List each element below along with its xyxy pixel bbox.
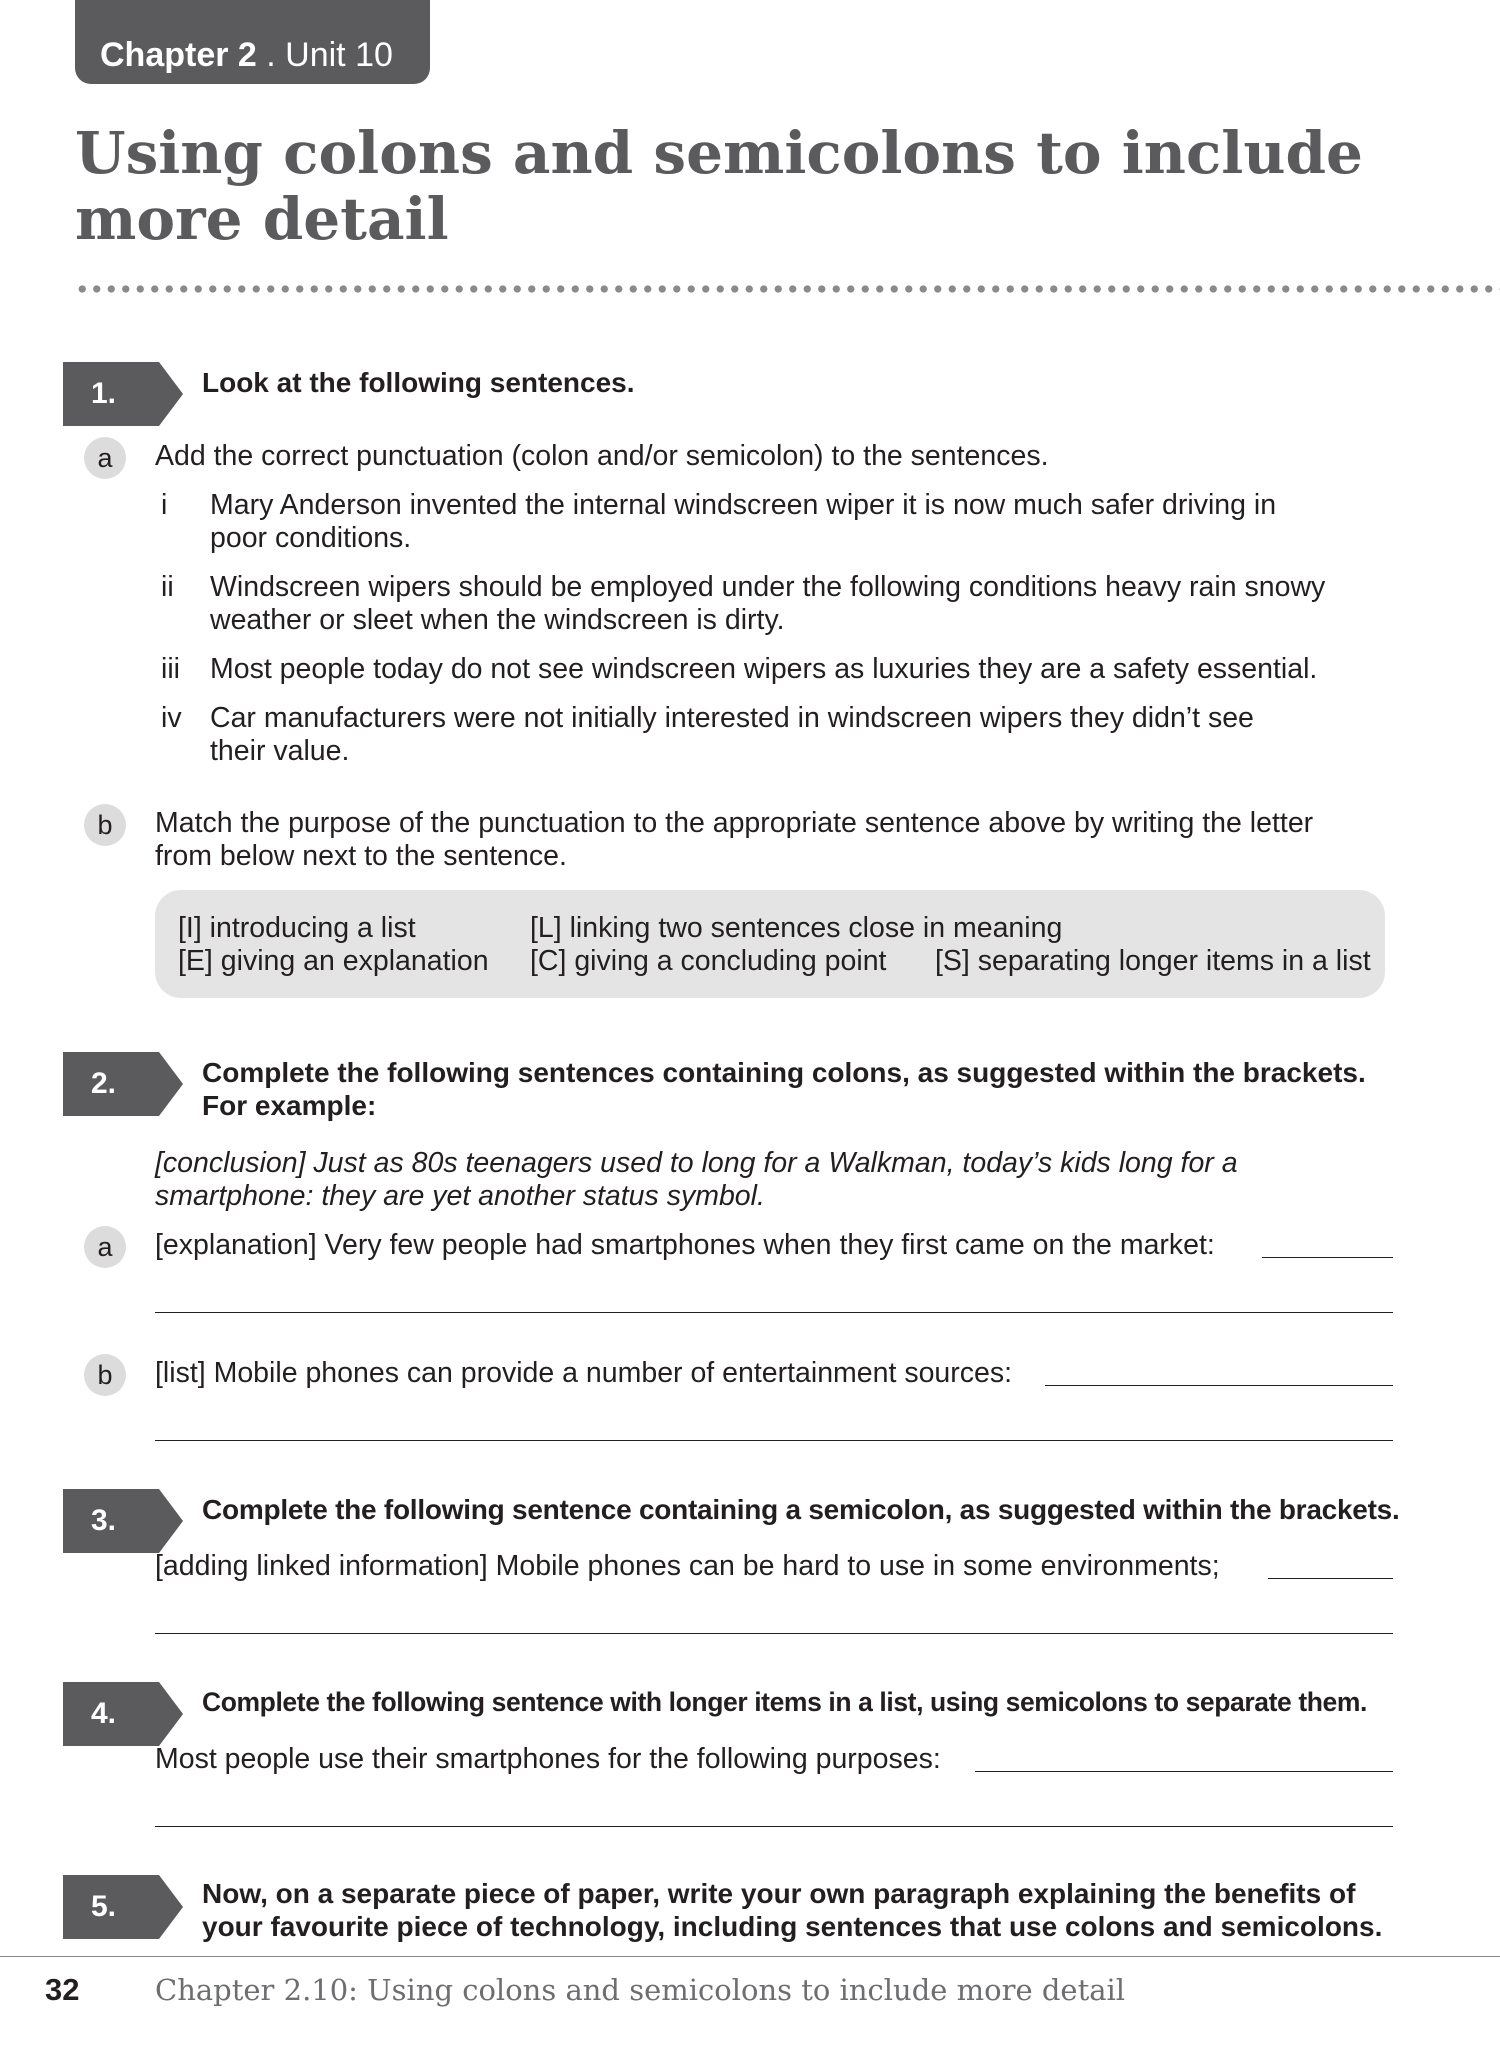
sentence-iv	[210, 702, 1254, 768]
question-1-number: 1.	[91, 377, 117, 410]
chapter-label: Chapter 2	[100, 36, 257, 74]
question-2-badge	[63, 1052, 183, 1116]
footer-title: Chapter 2.10: Using colons and semicolons to include more detail	[155, 1973, 1126, 2007]
question-4-badge	[63, 1682, 183, 1746]
part-2a-text: [explanation] Very few people had smartphones when they first came on the market:	[155, 1229, 1215, 1261]
sentence-i-numeral: i	[161, 489, 168, 521]
badge-arrow-icon	[63, 1682, 183, 1746]
dotted-divider	[75, 284, 1500, 294]
question-1-instruction: Look at the following sentences.	[202, 367, 635, 398]
question-5-badge	[63, 1875, 183, 1939]
key-linking: [L] linking two sentences close in meaning	[530, 912, 1063, 944]
part-1b-line2: from below next to the sentence.	[155, 840, 567, 872]
page-number: 32	[45, 1972, 80, 2007]
question-4-instruction: Complete the following sentence with longer items in a list, using semicolons to separate them.	[202, 1687, 1368, 1717]
sentence-i	[210, 489, 1276, 555]
part-1a-text: Add the correct punctuation (colon and/or semicolon) to the sentences.	[155, 440, 1049, 472]
part-1b-line1: Match the purpose of the punctuation to the appropriate sentence above by writing the letter	[155, 807, 1314, 839]
sentence-ii-line2: weather or sleet when the windscreen is dirty.	[210, 604, 785, 636]
example-line2: smartphone: they are yet another status symbol.	[155, 1180, 765, 1212]
chapter-tab	[75, 0, 430, 84]
answer-line-2b-inline[interactable]	[1045, 1385, 1393, 1386]
question-2-instruction	[202, 1056, 1366, 1122]
sentence-iii-numeral: iii	[161, 653, 180, 685]
sentence-iv-numeral: iv	[161, 702, 182, 734]
sentence-ii-numeral: ii	[161, 571, 174, 603]
part-2b-label: b	[84, 1354, 126, 1396]
sentence-ii	[210, 571, 1325, 637]
question-3-text: [adding linked information] Mobile phones can be hard to use in some environments;	[155, 1550, 1220, 1582]
page-title-line2: more detail	[75, 185, 449, 253]
answer-line-2b[interactable]	[155, 1440, 1393, 1441]
question-2-instruction-line1: Complete the following sentences containing colons, as suggested within the brackets.	[202, 1057, 1366, 1088]
footer-divider	[0, 1956, 1500, 1957]
key-explanation: [E] giving an explanation	[178, 945, 489, 977]
question-2-example	[155, 1147, 1238, 1213]
question-5-number: 5.	[91, 1890, 117, 1923]
sentence-iv-line1: Car manufacturers were not initially interested in windscreen wipers they didn’t see	[210, 702, 1254, 734]
answer-line-4[interactable]	[155, 1826, 1393, 1827]
part-2a-label: a	[84, 1226, 126, 1268]
sentence-i-line2: poor conditions.	[210, 522, 412, 554]
answer-line-3-inline[interactable]	[1268, 1578, 1393, 1579]
sentence-i-line1: Mary Anderson invented the internal windscreen wiper it is now much safer driving in	[210, 489, 1277, 521]
page-title	[75, 120, 1375, 252]
key-concluding: [C] giving a concluding point	[530, 945, 887, 977]
question-5-instruction	[202, 1877, 1382, 1943]
question-2-number: 2.	[91, 1067, 117, 1100]
page-title-line1: Using colons and semicolons to include	[75, 119, 1363, 187]
badge-arrow-icon	[63, 1052, 183, 1116]
question-3-number: 3.	[91, 1504, 117, 1537]
sentence-iv-line2: their value.	[210, 735, 350, 767]
part-1b-label: b	[84, 804, 126, 846]
answer-line-2a-inline[interactable]	[1262, 1257, 1393, 1258]
question-3-badge	[63, 1489, 183, 1553]
question-2-instruction-line2: For example:	[202, 1090, 377, 1121]
answer-line-4-inline[interactable]	[975, 1771, 1393, 1772]
example-line1: [conclusion] Just as 80s teenagers used to long for a Walkman, today’s kids long for a	[155, 1147, 1238, 1179]
question-1-badge	[63, 362, 183, 426]
sentence-iii: Most people today do not see windscreen wipers as luxuries they are a safety essential.	[210, 653, 1318, 685]
answer-line-2a[interactable]	[155, 1312, 1393, 1313]
badge-arrow-icon	[63, 1489, 183, 1553]
question-3-instruction: Complete the following sentence containing a semicolon, as suggested within the brackets.	[202, 1494, 1400, 1525]
question-4-text: Most people use their smartphones for the following purposes:	[155, 1743, 941, 1775]
question-5-instruction-line1: Now, on a separate piece of paper, write your own paragraph explaining the benefits of	[202, 1878, 1356, 1909]
part-2b-text: [list] Mobile phones can provide a number of entertainment sources:	[155, 1357, 1013, 1389]
answer-line-3[interactable]	[155, 1633, 1393, 1634]
sentence-ii-line1: Windscreen wipers should be employed under the following conditions heavy rain snowy	[210, 571, 1326, 603]
question-5-instruction-line2: your favourite piece of technology, including sentences that use colons and semicolons.	[202, 1911, 1383, 1942]
part-1a-label: a	[84, 437, 126, 479]
question-4-number: 4.	[91, 1697, 117, 1730]
unit-label: . Unit 10	[256, 36, 393, 74]
badge-arrow-icon	[63, 1875, 183, 1939]
key-separating: [S] separating longer items in a list	[935, 945, 1371, 977]
part-1b-text	[155, 807, 1313, 873]
key-introducing-list: [I] introducing a list	[178, 912, 416, 944]
badge-arrow-icon	[63, 362, 183, 426]
